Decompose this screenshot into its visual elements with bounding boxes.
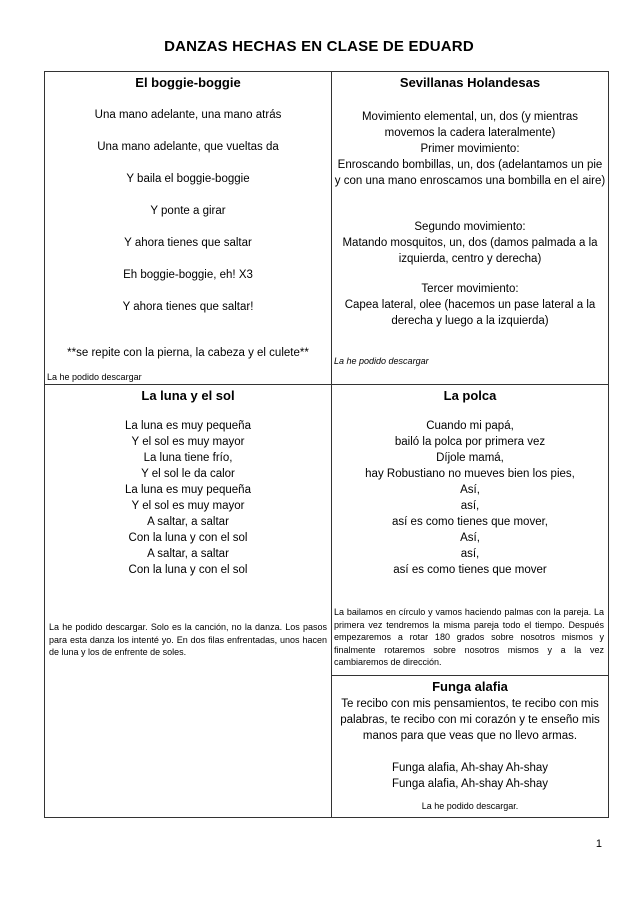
dances-table — [44, 71, 609, 818]
boggie-line: Y ponte a girar — [150, 205, 226, 217]
funga-line: Te recibo con mis pensamientos, te recibo con mis palabras, te recibo con mi corazón y te enseño mis manos para que veas que no llevo armas. — [340, 698, 600, 742]
polca-heading: La polca — [443, 388, 497, 403]
cell-sevillanas — [332, 72, 609, 385]
polca-line: Así, — [460, 532, 480, 544]
luna-line: La luna es muy pequeña — [125, 484, 251, 496]
cell-funga — [332, 676, 609, 818]
polca-line: así, — [460, 500, 480, 512]
sevillanas-paragraph: Capea lateral, olee (hacemos un pase lateral a la derecha y luego a la izquierda) — [344, 299, 596, 327]
sevillanas-paragraph: Tercer movimiento: — [421, 283, 519, 295]
sevillanas-paragraph: Segundo movimiento: — [414, 221, 526, 233]
document-title: DANZAS HECHAS EN CLASE DE EDUARD — [164, 38, 474, 55]
luna-line: La luna tiene frío, — [143, 452, 233, 464]
luna-line: Con la luna y con el sol — [128, 532, 248, 544]
boggie-line: Una mano adelante, que vueltas da — [97, 141, 279, 153]
table-row — [45, 385, 609, 676]
polca-line: así, — [460, 548, 480, 560]
luna-line: A saltar, a saltar — [147, 516, 229, 528]
boggie-line: Y ahora tienes que saltar! — [122, 301, 254, 313]
funga-note: La he podido descargar. — [421, 801, 519, 811]
polca-line: bailó la polca por primera vez — [394, 436, 546, 448]
boggie-line: Una mano adelante, una mano atrás — [94, 109, 282, 121]
polca-line: Cuando mi papá, — [426, 420, 514, 432]
funga-heading: Funga alafia — [432, 679, 508, 694]
funga-line: Funga alafia, Ah-shay Ah-shay — [392, 778, 548, 790]
sevillanas-heading: Sevillanas Holandesas — [399, 75, 541, 90]
polca-line: así es como tienes que mover — [393, 564, 547, 576]
polca-line: Díjole mamá, — [436, 452, 504, 464]
polca-line: hay Robustiano no mueves bien los pies, — [365, 468, 575, 480]
polca-line: Así, — [460, 484, 480, 496]
sevillanas-paragraph: Matando mosquitos, un, dos (damos palmada a la izquierda, centro y derecha) — [342, 237, 598, 265]
cell-boggie — [45, 72, 332, 385]
boggie-line: Eh boggie-boggie, eh! X3 — [123, 269, 253, 281]
boggie-heading: El boggie-boggie — [135, 75, 241, 90]
cell-luna — [45, 385, 332, 818]
boggie-line: Y baila el boggie-boggie — [126, 173, 250, 185]
sevillanas-paragraph: Primer movimiento: — [420, 143, 520, 155]
sevillanas-paragraph: Enroscando bombillas, un, dos (adelantamos un pie y con una mano enroscamos una bombilla en el aire) — [334, 159, 606, 187]
table-row — [45, 72, 609, 385]
sevillanas-paragraph: Movimiento elemental, un, dos (y mientras movemos la cadera lateralmente) — [361, 111, 579, 139]
cell-polca — [332, 385, 609, 676]
polca-note: La bailamos en círculo y vamos haciendo palmas con la pareja. La primera vez tendremos la misma pareja todo el tiempo. Después empezaremos a rotar 180 grados sobre nosotros mismos y finalmente rotaremos sobre nosotros mismos y a la vez cambiaremos de dirección. — [334, 607, 604, 668]
luna-heading: La luna y el sol — [141, 388, 235, 403]
boggie-line: Y ahora tienes que saltar — [124, 237, 252, 249]
sevillanas-note: La he podido descargar — [334, 356, 429, 366]
luna-line: Y el sol le da calor — [141, 468, 235, 480]
boggie-line: **se repite con la pierna, la cabeza y el culete** — [67, 347, 309, 359]
boggie-note: La he podido descargar — [47, 372, 142, 382]
luna-note: La he podido descargar. Solo es la canción, no la danza. Los pasos para esta danza los intenté yo. En dos filas enfrentadas, unos hacen de luna y los de enfrente de soles. — [49, 622, 327, 658]
luna-line: A saltar, a saltar — [147, 548, 229, 560]
page-number: 1 — [595, 838, 602, 850]
funga-line: Funga alafia, Ah-shay Ah-shay — [392, 762, 548, 774]
luna-line: Y el sol es muy mayor — [131, 500, 245, 512]
luna-line: Con la luna y con el sol — [128, 564, 248, 576]
luna-line: Y el sol es muy mayor — [131, 436, 245, 448]
luna-line: La luna es muy pequeña — [125, 420, 251, 432]
polca-line: así es como tienes que mover, — [392, 516, 548, 528]
